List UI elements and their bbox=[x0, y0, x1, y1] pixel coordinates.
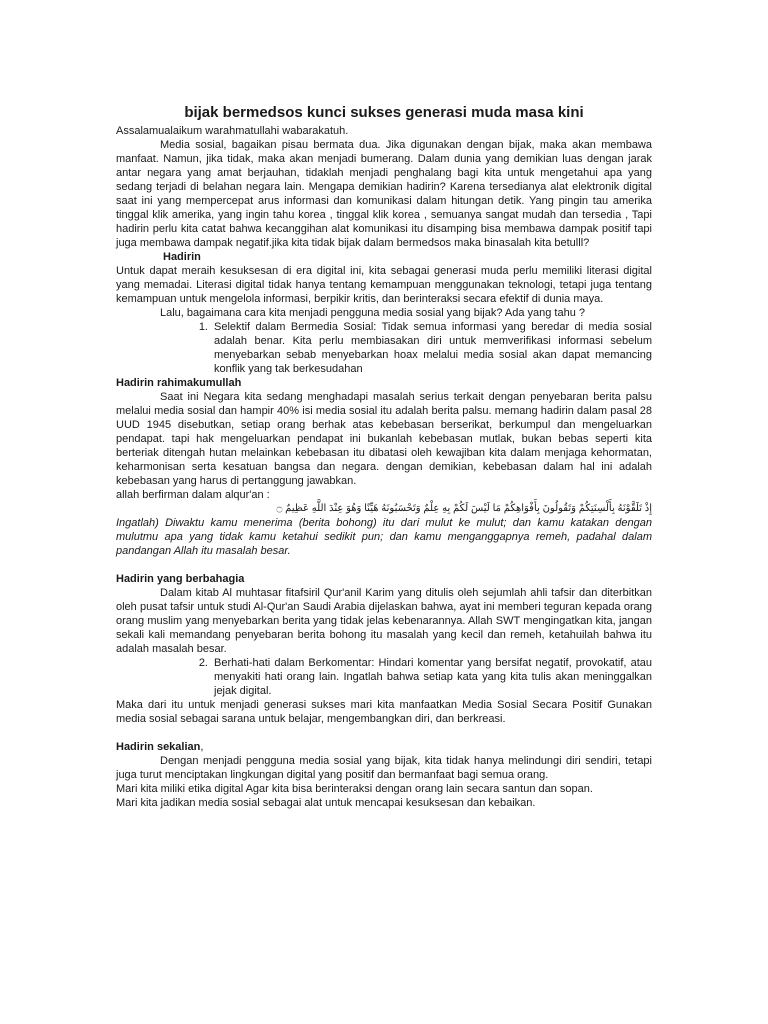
list-number: 2. bbox=[198, 657, 208, 669]
list-text: Selektif dalam Bermedia Sosial: Tidak semua informasi yang beredar di media sosial adalah benar. Kita perlu membiasakan diri untuk memverifikasi informasi sebelum menyebarkan sebab menyebarkan hoax melalui media sosial akan dapat memancing konflik yang tak berkesudahan bbox=[214, 321, 652, 375]
heading-sekalian-comma: , bbox=[200, 741, 204, 753]
paragraph-literasi: Untuk dapat meraih kesuksesan di era digital ini, kita sebagai generasi muda perlu memiliki literasi digital yang memadai. Literasi digital tidak hanya tentang kemampuan menggunakan teknologi, tetapi juga tentang kemampuan untuk mengelola informasi, berpikir kritis, dan berinteraksi secara efektif di dunia maya. bbox=[116, 265, 652, 305]
paragraph-firman: allah berfirman dalam alqur'an : bbox=[116, 489, 270, 501]
paragraph-kebaikan: Mari kita jadikan media sosial sebagai alat untuk mencapai kesuksesan dan kebaikan. bbox=[116, 797, 536, 809]
paragraph-intro: Media sosial, bagaikan pisau bermata dua. Jika digunakan dengan bijak, maka akan membawa manfaat. Namun, jika tidak, maka akan menjadi bumerang. Dalam dunia yang demikian luas dengan jarak antar negara yang amat berjauhan, tidaklah menjadi penghalang bagi kita untuk mengetahui apa yang sedang terjadi di belahan negara lain. Mengapa demikian hadirin? Karena tersedianya alat elektronik digital saat ini yang mempercepat arus informasi dan komunikasi dalam hitungan detik. Yang pingin tau amerika tinggal klik amerika, yang ingin tahu korea , tinggal klik korea , semuanya sangat mudah dan tersedia , Tapi hadirin perlu kita catat bahwa kecanggihan alat komunikasi itu disamping bisa membawa dampak positif tapi juga membawa dampak negatif.jika kita tidak bijak dalam bermedsos maka binasalah kita betulll? bbox=[116, 139, 652, 249]
paragraph-berita-palsu: Saat ini Negara kita sedang menghadapi masalah serius terkait dengan penyebaran berita palsu melalui media sosial dan hampir 40% isi media sosial itu adalah berita palsu. memang hadirin dalam pasal 28 UUD 1945 disebutkan, setiap orang berhak atas kebebasan berserikat, berkumpul dan mengeluarkan pendapat. tapi hak mengeluarkan pendapat ini bukanlah kebebasan mutlak, bukan bebas seperti kita berteriak ditengah hutan melainkan kebebasan itu dibatasi oleh kewajiban kita dalam menjaga kehormatan, keharmonisan serta kesatuan bangsa dan negara. dengan demikian, kebebasan dalam hal ini adalah kebebasan yang harus di pertanggung jawabkan. bbox=[116, 391, 652, 487]
list-text: Berhati-hati dalam Berkomentar: Hindari komentar yang bersifat negatif, provokatif, atau menyakiti hati orang lain. Ingatlah bahwa setiap kata yang kita tulis akan meninggalkan jejak digital. bbox=[214, 657, 652, 697]
paragraph-etika: Mari kita miliki etika digital Agar kita bisa berinteraksi dengan orang lain secara santun dan sopan. bbox=[116, 783, 593, 795]
heading-hadirin: Hadirin bbox=[163, 251, 201, 263]
heading-rahimakumullah: Hadirin rahimakumullah bbox=[116, 377, 242, 389]
paragraph-tafsir: Dalam kitab Al muhtasar fitafsiril Qur'anil Karim yang ditulis oleh sejumlah ahli tafsir dan diterbitkan oleh pusat tafsir untuk studi Al-Qur'an Saudi Arabia dijelaskan bahwa, ayat ini memberi teguran kepada orang orang muslim yang menyebarkan berita yang tidak jelas kebenarannya. Allah SWT mengingatkan kita, jangan sekali kali memandang penyebaran berita bohong itu masalah yang kecil dan remeh, ketahuilah bahwa itu adalah masalah besar. bbox=[116, 587, 652, 655]
heading-sekalian-line bbox=[116, 740, 652, 754]
document-title: bijak bermedsos kunci sukses generasi muda masa kini bbox=[184, 104, 584, 121]
verse-translation: Ingatlah) Diwaktu kamu menerima (berita bohong) itu dari mulut ke mulut; dan kamu katakan dengan mulutmu apa yang tidak kamu ketahui sedikit pun; dan kamu menganggapnya remeh, padahal dalam pandangan Allah itu masalah besar. bbox=[116, 517, 652, 557]
heading-berbahagia: Hadirin yang berbahagia bbox=[116, 573, 245, 585]
arabic-verse: إِذْ تَلَقَّوْنَهُ بِأَلْسِنَتِكُمْ وَتَقُولُونَ بِأَفْوَاهِكُمْ مَا لَيْسَ لَكُمْ بِهِ عِلْمٌ وَتَحْسَبُونَهُ هَيِّنًا وَهُوَ عِنْدَ اللَّهِ عَظِيمٌ ۝ bbox=[276, 503, 652, 514]
paragraph-generasi-sukses: Maka dari itu untuk menjadi generasi sukses mari kita manfaatkan Media Sosial Secara Positif Gunakan media sosial sebagai sarana untuk belajar, mengembangkan diri, dan berkreasi. bbox=[116, 699, 652, 725]
document-body bbox=[116, 104, 652, 810]
list-number: 1. bbox=[198, 321, 208, 333]
heading-sekalian: Hadirin sekalian bbox=[116, 741, 201, 753]
paragraph-question: Lalu, bagaimana cara kita menjadi pengguna media sosial yang bijak? Ada yang tahu ? bbox=[160, 307, 586, 319]
list-item-2 bbox=[116, 656, 652, 698]
greeting: Assalamualaikum warahmatullahi wabarakatuh. bbox=[116, 125, 349, 137]
paragraph-closing: Dengan menjadi pengguna media sosial yang bijak, kita tidak hanya melindungi diri sendiri, tetapi juga turut menciptakan lingkungan digital yang positif dan bermanfaat bagi semua orang. bbox=[116, 755, 652, 781]
list-item-1 bbox=[116, 320, 652, 376]
